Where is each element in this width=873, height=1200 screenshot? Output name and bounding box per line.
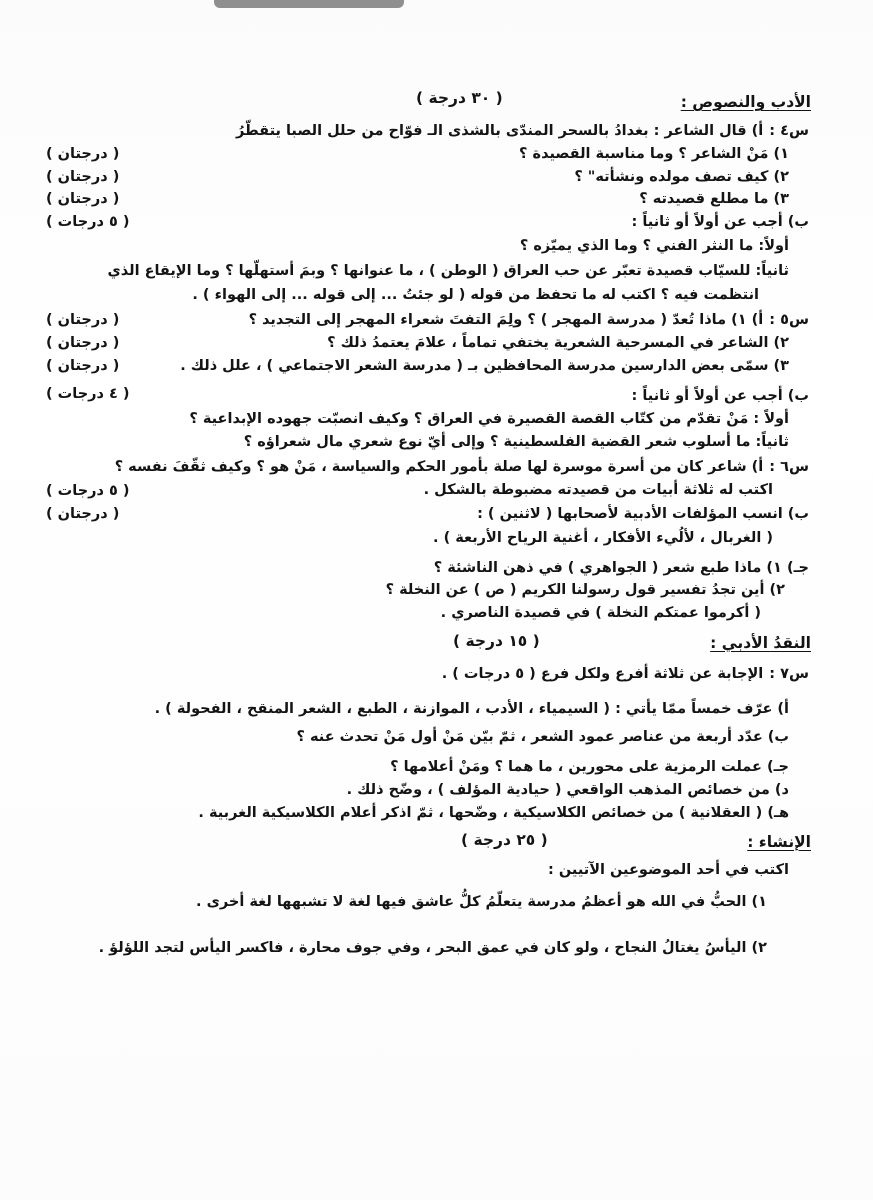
q4-b-intro: ب) أجب عن أولاً أو ثانياً :	[631, 214, 809, 230]
q5-label: س٥ :	[769, 312, 809, 328]
q6-b-grade: ( درجتان )	[46, 506, 120, 522]
criticism-grade: ( ١٥ درجة )	[453, 632, 540, 650]
q5-b-first: أولاً : مَنْ تقدّم من كتّاب القصة القصيرة في العراق ؟ وكيف انصبّت جهوده الإبداعية ؟	[189, 411, 789, 427]
q7-label: س٧ :	[769, 666, 809, 682]
literature-heading: الأدب والنصوص :	[680, 93, 811, 111]
q5-item-3: ٣) سمّى بعض الدارسين مدرسة المحافظين بـ ( مدرسة الشعر الاجتماعي ) ، علل ذلك .	[180, 358, 789, 374]
q6-c1: جـ) ١) ماذا طبع شعر ( الجواهري ) في ذهن الناشئة ؟	[433, 560, 809, 576]
q4-a-intro: س٤ :أ) قال الشاعر : بغدادُ بالسحر المندّى بالشذى الـ فوّاح من حلل الصبا يتقطّرُ	[236, 123, 809, 139]
q6-a-text: س٦ :أ) شاعر كان من أسرة موسرة لها صلة بأمور الحكم والسياسة ، مَنْ هو ؟ وكيف ثقّفَ نفسه ؟	[114, 459, 809, 475]
q5-item-2-grade: ( درجتان )	[46, 335, 120, 351]
q6-label: س٦ :	[769, 459, 809, 475]
q5-item-2: ٢) الشاعر في المسرحية الشعرية يختفي تماماً ، علامَ يعتمدُ ذلك ؟	[327, 335, 789, 351]
q6-c2-quote: ( أكرموا عمتكم النخلة ) في قصيدة الناصري .	[440, 605, 761, 621]
q4-item-2-grade: ( درجتان )	[46, 169, 120, 185]
q6-a-text2: اكتب له ثلاثة أبيات من قصيدته مضبوطة بالشكل .	[423, 482, 773, 498]
literature-grade: ( ٣٠ درجة )	[416, 89, 503, 107]
q7-item-c: جـ) عملت الرمزية على محورين ، ما هما ؟ ومَنْ أعلامها ؟	[390, 759, 789, 775]
q7-item-b: ب) عدّد أربعة من عناصر عمود الشعر ، ثمّ بيّن مَنْ أول مَنْ تحدث عنه ؟	[296, 729, 789, 745]
composition-topic-2: ٢) اليأسُ يغتالُ النجاح ، ولو كان في عمق البحر ، وفي جوف محارة ، فاكسر اليأس لتجد اللؤلؤ .	[98, 940, 767, 956]
q4-b-second-cont: انتظمت فيه ؟ اكتب له ما تحفظ من قوله ( لو جئتُ ... إلى قوله ... إلى الهواء ) .	[192, 287, 759, 303]
composition-heading: الإنشاء :	[747, 833, 811, 851]
q5-b-grade: ( ٤ درجات )	[46, 386, 130, 402]
q4-label: س٤ :	[769, 123, 809, 139]
criticism-heading: النقدُ الأدبي :	[710, 634, 811, 652]
q6-a-grade: ( ٥ درجات )	[46, 483, 130, 499]
q7-intro: س٧ :الإجابة عن ثلاثة أفرع ولكل فرع ( ٥ درجات ) .	[441, 666, 809, 682]
q4-item-1-grade: ( درجتان )	[46, 146, 120, 162]
q5-b-intro: ب) أجب عن أولاً أو ثانياً :	[631, 388, 809, 404]
q7-item-d: د) من خصائص المذهب الواقعي ( حيادية المؤلف ) ، وضّح ذلك .	[346, 782, 789, 798]
q5-item-1: س٥ :أ) ١) ماذا تُعدّ ( مدرسة المهجر ) ؟ ولِمَ التفتَ شعراء المهجر إلى التجديد ؟	[248, 312, 809, 328]
q4-item-3-grade: ( درجتان )	[46, 191, 120, 207]
scan-smudge	[214, 0, 404, 8]
q6-c2: ٢) أين تجدُ تفسير قول رسولنا الكريم ( ص ) عن النخلة ؟	[385, 582, 785, 598]
q4-b-second: ثانياً: للسيّاب قصيدة تعبّر عن حب العراق ( الوطن ) ، ما عنوانها ؟ وبمَ أستهلّها ؟ وما الإيقاع الذي	[107, 263, 789, 279]
composition-intro: اكتب في أحد الموضوعين الآتيين :	[548, 862, 789, 878]
composition-grade: ( ٢٥ درجة )	[461, 831, 548, 849]
q5-b-second: ثانياً: ما أسلوب شعر القضية الفلسطينية ؟ وإلى أيّ نوع شعري مال شعراؤه ؟	[243, 434, 789, 450]
q5-item-3-grade: ( درجتان )	[46, 358, 120, 374]
q4-b-grade: ( ٥ درجات )	[46, 214, 130, 230]
q7-item-e: هـ) ( العقلانية ) من خصائص الكلاسيكية ، وضّحها ، ثمّ اذكر أعلام الكلاسيكية الغربية .	[198, 805, 789, 821]
q6-b-list: ( الغربال ، لألُيء الأفكار ، أغنية الرياح الأربعة ) .	[433, 530, 773, 546]
composition-topic-1: ١) الحبُّ في الله هو أعظمُ مدرسة يتعلّمُ كلُّ عاشق فيها لغة لا تشبهها لغة أخرى .	[196, 894, 767, 910]
q4-item-3: ٣) ما مطلع قصيدته ؟	[639, 191, 789, 207]
q4-item-1: ١) مَنْ الشاعر ؟ وما مناسبة القصيدة ؟	[519, 146, 789, 162]
q7-item-a: أ) عرّف خمساً ممّا يأتي : ( السيمياء ، الأدب ، الموازنة ، الطبع ، الشعر المنقح ، الفحولة ) .	[154, 701, 789, 717]
q4-b-first: أولاً: ما النثر الفني ؟ وما الذي يميّزه ؟	[519, 238, 789, 254]
q6-b-text: ب) انسب المؤلفات الأدبية لأصحابها ( لاثنين ) :	[477, 506, 809, 522]
q4-item-2: ٢) كيف تصف مولده ونشأته" ؟	[574, 169, 789, 185]
q5-item-1-grade: ( درجتان )	[46, 312, 120, 328]
